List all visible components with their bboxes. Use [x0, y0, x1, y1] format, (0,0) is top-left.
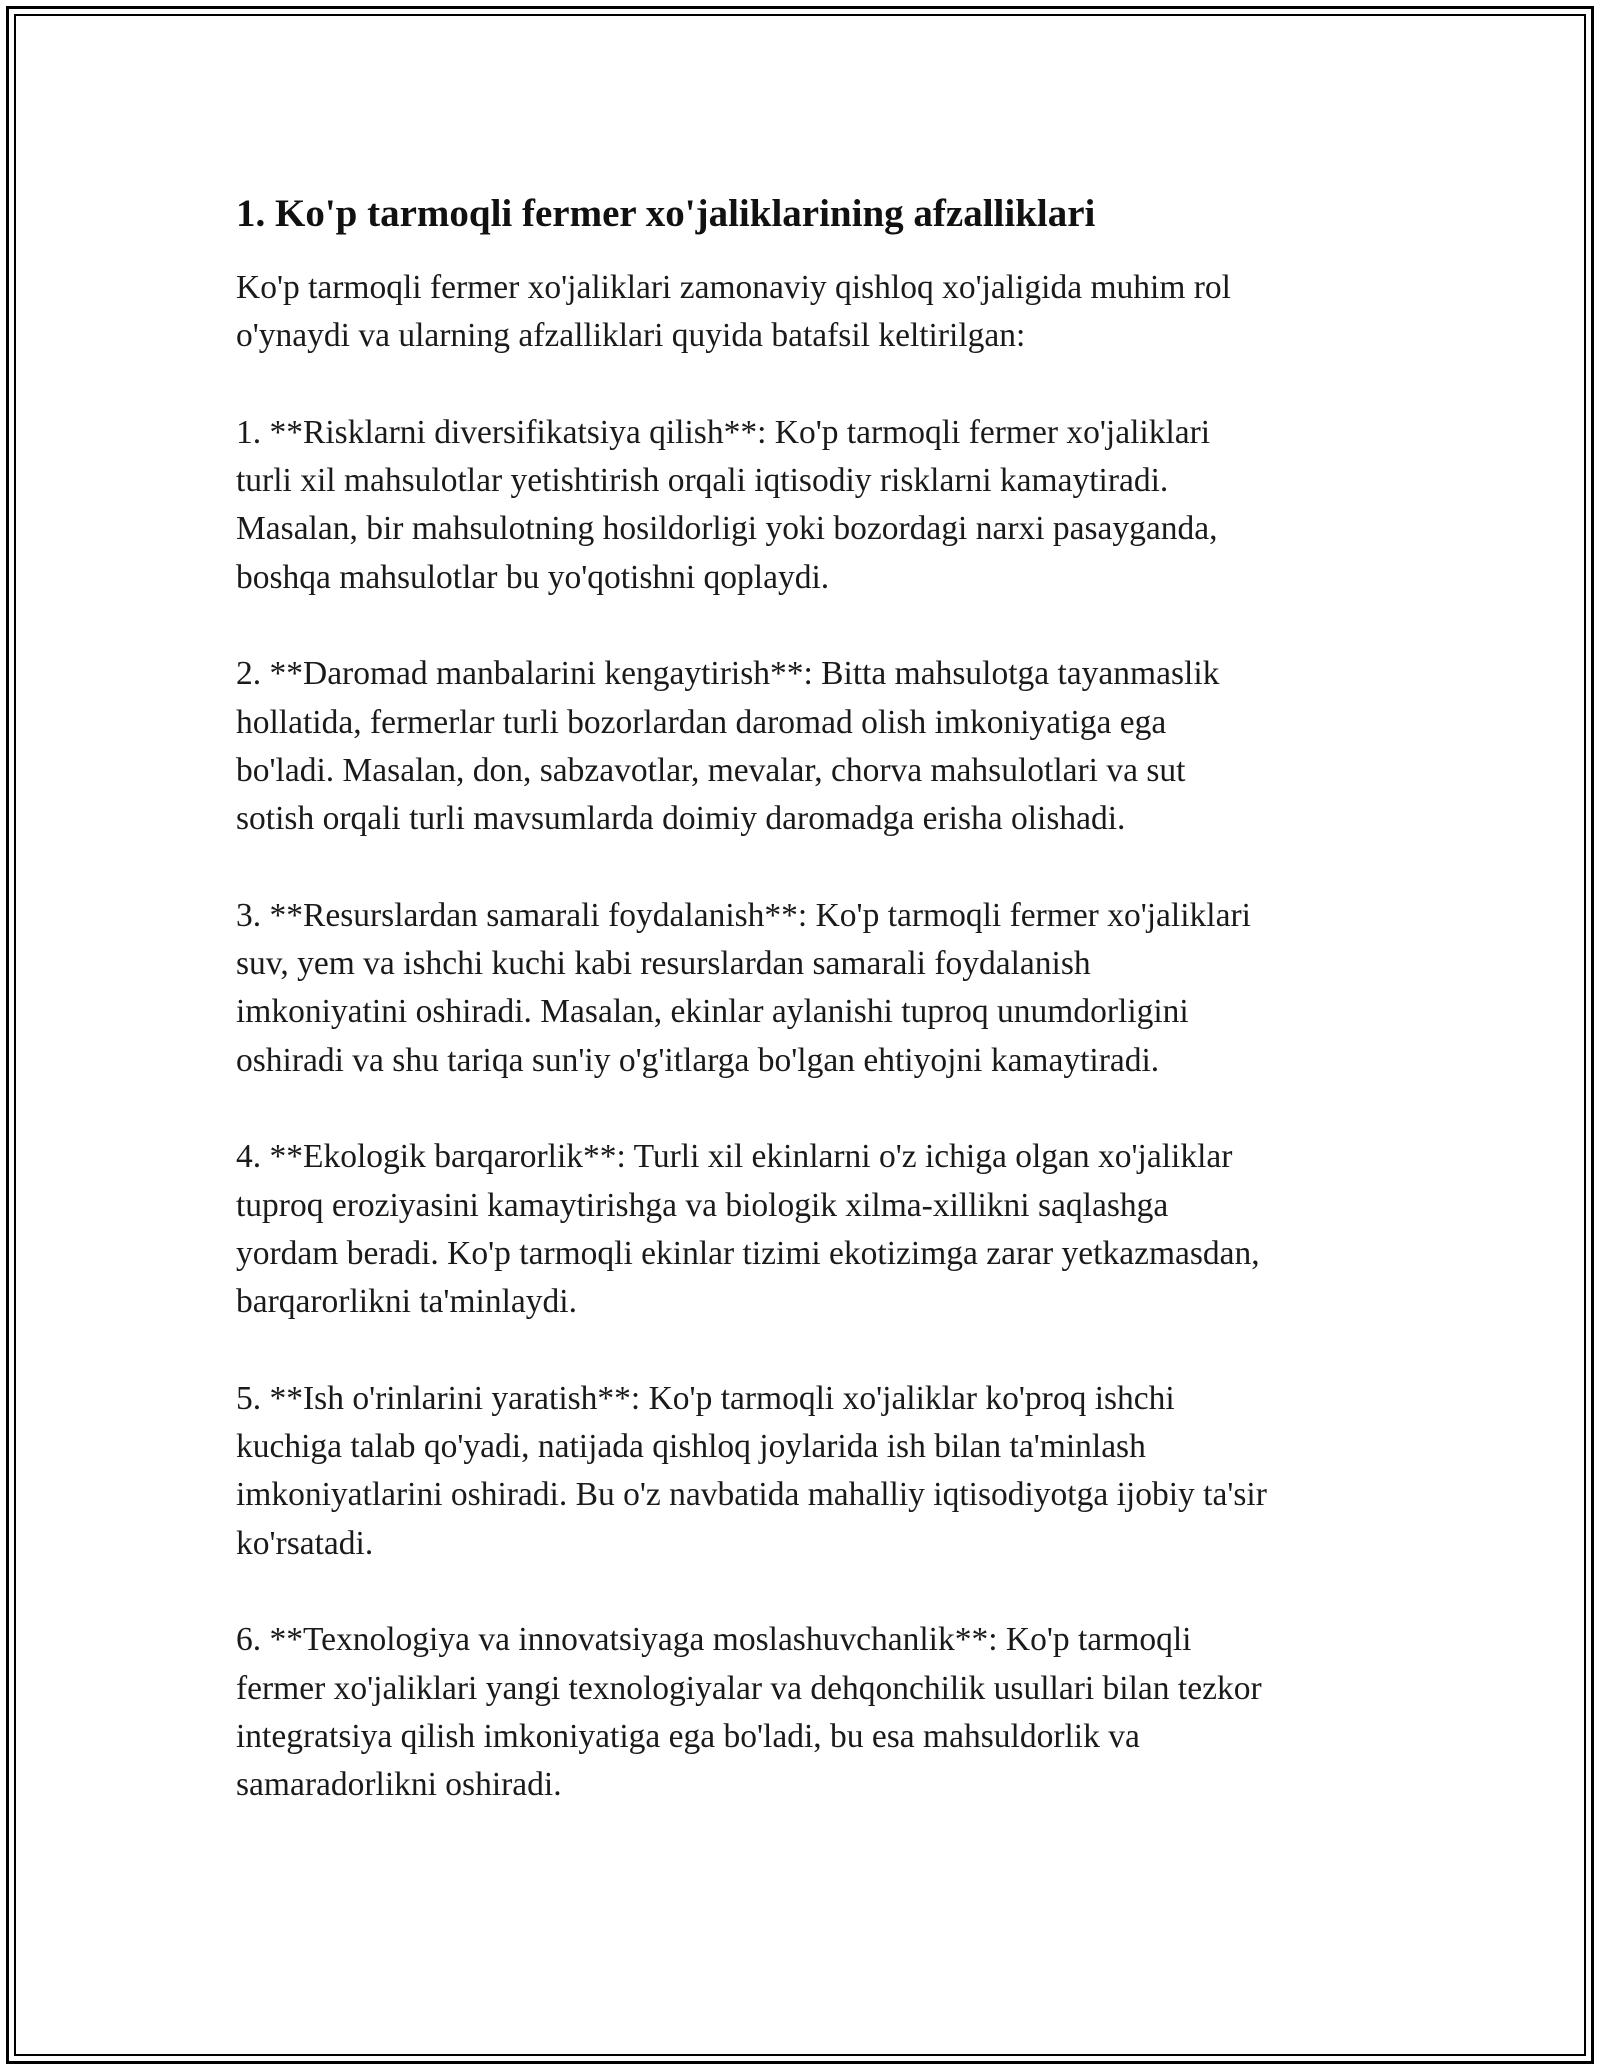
text-line: sotish orqali turli mavsumlarda doimiy daromadga erisha olishadi. [236, 800, 1126, 838]
text-line: suv, yem va ishchi kuchi kabi resurslardan samarali foydalanish [236, 945, 1091, 983]
text-line: turli xil mahsulotlar yetishtirish orqali iqtisodiy risklarni kamaytiradi. [236, 462, 1169, 500]
text-line: tuproq eroziyasini kamaytirishga va biologik xilma-xillikni saqlashga [236, 1186, 1169, 1224]
text-line: boshqa mahsulotlar bu yo'qotishni qoplaydi. [236, 558, 830, 596]
document-body [236, 186, 1376, 1858]
text-line: hollatida, fermerlar turli bozorlardan daromad olish imkoniyatiga ega [236, 703, 1167, 741]
text-line: 1. **Risklarni diversifikatsiya qilish**: Ko'p tarmoqli fermer xo'jaliklari [236, 413, 1211, 451]
text-line: 3. **Resurslardan samarali foydalanish**: Ko'p tarmoqli fermer xo'jaliklari [236, 896, 1251, 934]
list-item-job-creation [236, 1375, 1376, 1568]
text-line: 2. **Daromad manbalarini kengaytirish**: Bitta mahsulotga tayanmaslik [236, 655, 1220, 693]
text-line: imkoniyatini oshiradi. Masalan, ekinlar aylanishi tuproq unumdorligini [236, 993, 1189, 1031]
text-line: ko'rsatadi. [236, 1524, 374, 1562]
text-line: bo'ladi. Masalan, don, sabzavotlar, mevalar, chorva mahsulotlari va sut [236, 751, 1186, 789]
list-item-income-sources [236, 650, 1376, 843]
list-item-ecological-sustainability [236, 1133, 1376, 1326]
text-line: samaradorlikni oshiradi. [236, 1766, 562, 1804]
text-line: barqarorlikni ta'minlaydi. [236, 1283, 577, 1321]
text-line: o'ynaydi va ularning afzalliklari quyida batafsil keltirilgan: [236, 317, 1026, 355]
document-title: 1. Ko'p tarmoqli fermer xo'jaliklarining afzalliklari [236, 192, 1096, 235]
text-line: Masalan, bir mahsulotning hosildorligi yoki bozordagi narxi pasayganda, [236, 510, 1218, 548]
list-item-risk-diversification [236, 409, 1376, 602]
list-item-resource-efficiency [236, 892, 1376, 1085]
text-line: 6. **Texnologiya va innovatsiyaga moslashuvchanlik**: Ko'p tarmoqli [236, 1621, 1192, 1659]
text-line: integratsiya qilish imkoniyatiga ega bo'ladi, bu esa mahsuldorlik va [236, 1717, 1140, 1755]
text-line: yordam beradi. Ko'p tarmoqli ekinlar tizimi ekotizimga zarar yetkazmasdan, [236, 1234, 1260, 1272]
text-line: fermer xo'jaliklari yangi texnologiyalar va dehqonchilik usullari bilan tezkor [236, 1669, 1262, 1707]
text-line: kuchiga talab qo'yadi, natijada qishloq joylarida ish bilan ta'minlash [236, 1428, 1146, 1466]
list-item-technology-adaptability [236, 1616, 1376, 1809]
text-line: oshiradi va shu tariqa sun'iy o'g'itlarga bo'lgan ehtiyojni kamaytiradi. [236, 1041, 1160, 1079]
text-line: Ko'p tarmoqli fermer xo'jaliklari zamonaviy qishloq xo'jaligida muhim rol [236, 269, 1231, 306]
intro-paragraph [236, 264, 1376, 361]
text-line: imkoniyatlarini oshiradi. Bu o'z navbatida mahalliy iqtisodiyotga ijobiy ta'sir [236, 1476, 1267, 1514]
text-line: 4. **Ekologik barqarorlik**: Turli xil ekinlarni o'z ichiga olgan xo'jaliklar [236, 1138, 1233, 1176]
text-line: 5. **Ish o'rinlarini yaratish**: Ko'p tarmoqli xo'jaliklar ko'proq ishchi [236, 1379, 1175, 1417]
